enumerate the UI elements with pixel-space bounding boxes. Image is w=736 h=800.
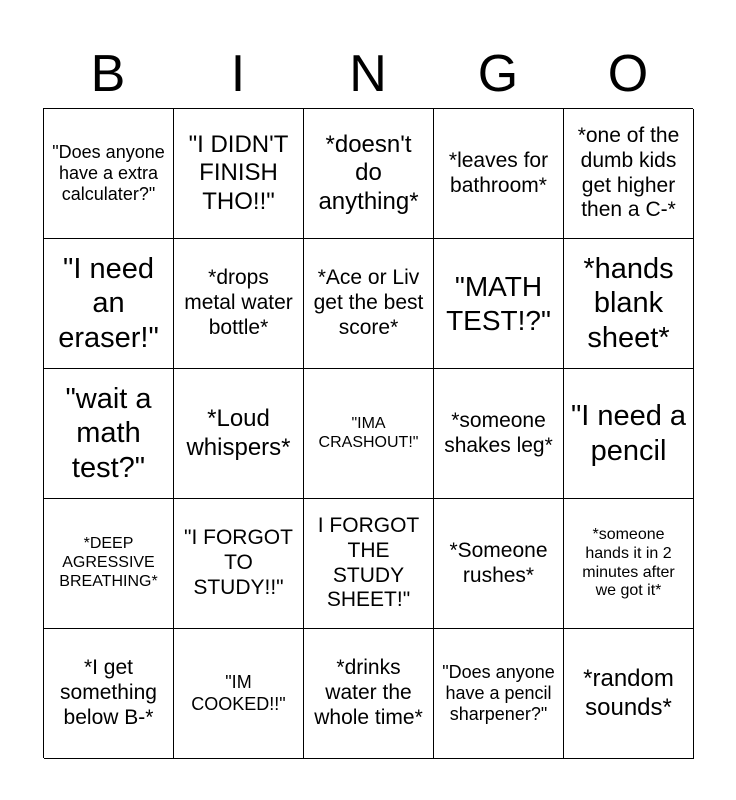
bingo-header: [43, 40, 693, 108]
bingo-cell[interactable]: *doesn't do anything*: [304, 109, 434, 239]
bingo-cell[interactable]: *drinks water the whole time*: [304, 629, 434, 759]
bingo-cell[interactable]: *drops metal water bottle*: [174, 239, 304, 369]
bingo-cell[interactable]: "wait a math test?": [44, 369, 174, 499]
bingo-cell[interactable]: *Ace or Liv get the best score*: [304, 239, 434, 369]
bingo-cell[interactable]: "Does anyone have a pencil sharpener?": [434, 629, 564, 759]
bingo-cell[interactable]: "I need an eraser!": [44, 239, 174, 369]
bingo-cell[interactable]: "IMA CRASHOUT!": [304, 369, 434, 499]
bingo-cell[interactable]: "MATH TEST!?": [434, 239, 564, 369]
bingo-cell[interactable]: *Loud whispers*: [174, 369, 304, 499]
bingo-cell[interactable]: "I DIDN'T FINISH THO!!": [174, 109, 304, 239]
header-letter-i: I: [230, 45, 246, 103]
header-letter-o: O: [607, 45, 649, 103]
bingo-board: [43, 108, 693, 758]
bingo-cell[interactable]: *DEEP AGRESSIVE BREATHING*: [44, 499, 174, 629]
bingo-cell[interactable]: *someone hands it in 2 minutes after we got it*: [564, 499, 694, 629]
bingo-cell[interactable]: I FORGOT THE STUDY SHEET!": [304, 499, 434, 629]
bingo-cell[interactable]: *someone shakes leg*: [434, 369, 564, 499]
header-letter-g: G: [477, 45, 519, 103]
bingo-cell[interactable]: "IM COOKED!!": [174, 629, 304, 759]
bingo-cell[interactable]: *one of the dumb kids get higher then a C-*: [564, 109, 694, 239]
bingo-cell[interactable]: *leaves for bathroom*: [434, 109, 564, 239]
bingo-cell[interactable]: *random sounds*: [564, 629, 694, 759]
bingo-cell[interactable]: "Does anyone have a extra calculater?": [44, 109, 174, 239]
bingo-cell[interactable]: "I need a pencil: [564, 369, 694, 499]
bingo-cell[interactable]: *hands blank sheet*: [564, 239, 694, 369]
header-letter-n: N: [349, 45, 387, 103]
bingo-cell[interactable]: *I get something below B-*: [44, 629, 174, 759]
bingo-cell[interactable]: *Someone rushes*: [434, 499, 564, 629]
header-letter-b: B: [90, 45, 126, 103]
bingo-cell[interactable]: "I FORGOT TO STUDY!!": [174, 499, 304, 629]
